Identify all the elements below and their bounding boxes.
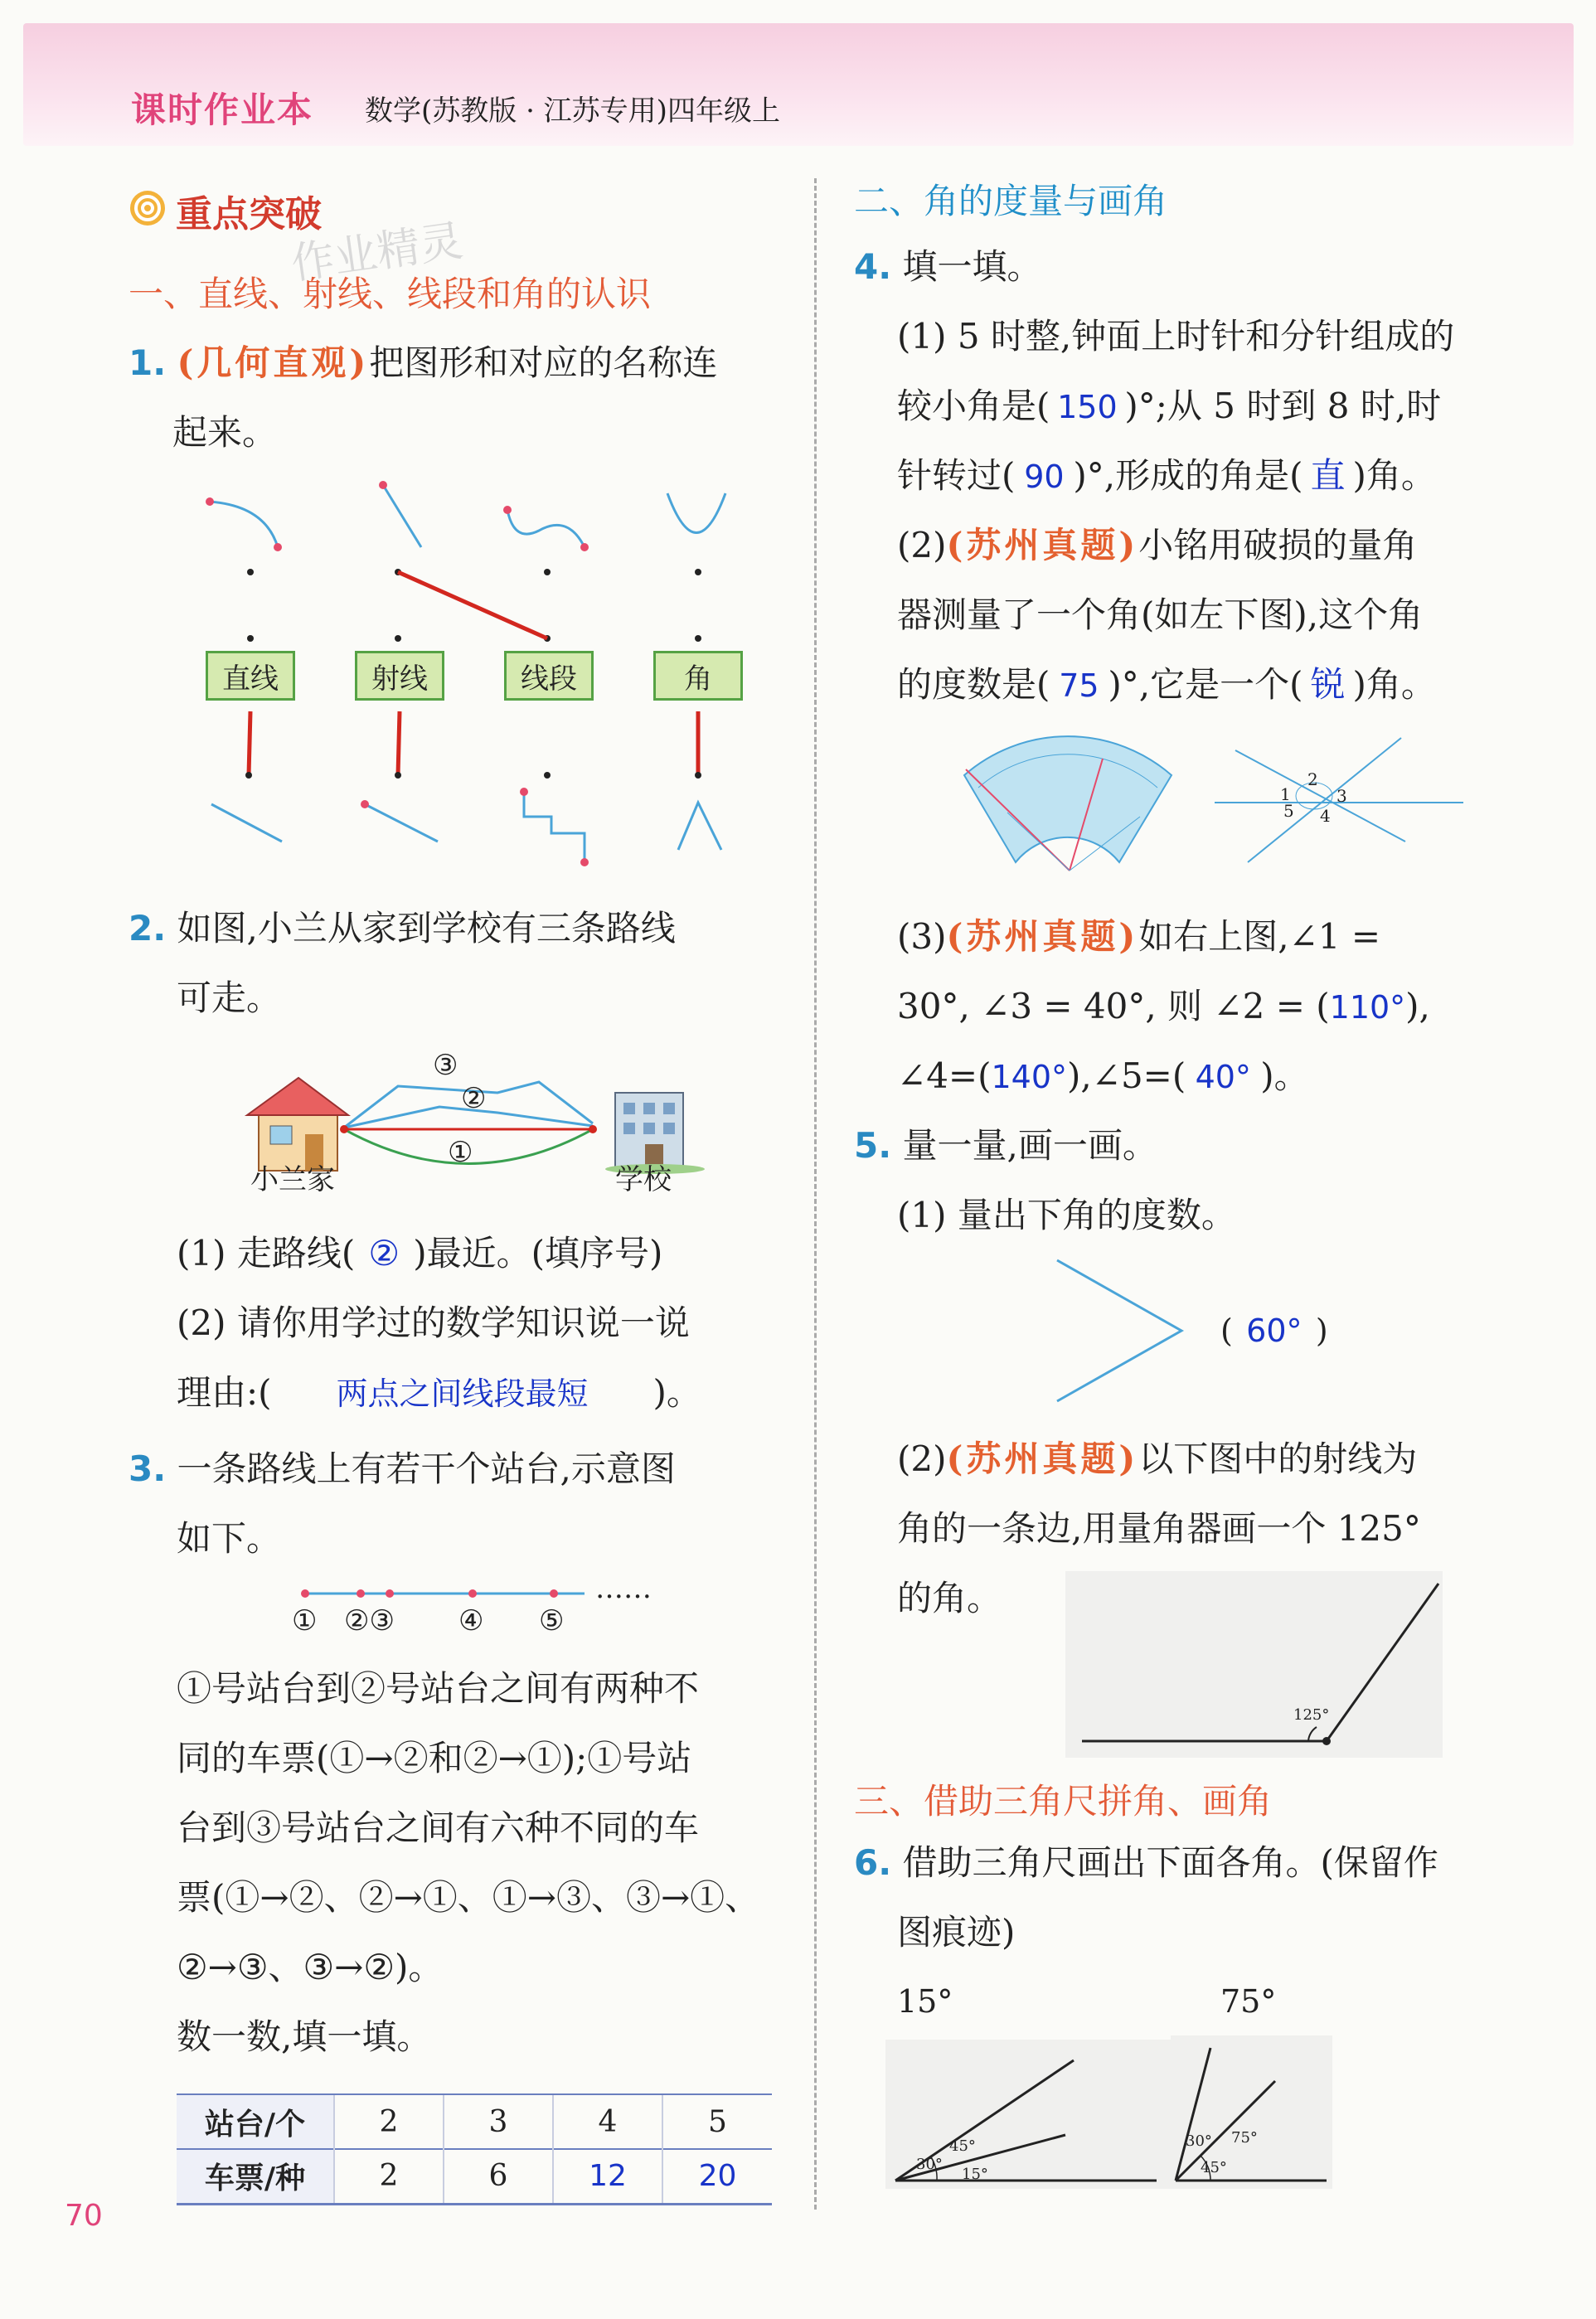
q4-s3-text2: 30°, ∠3 = 40°, 则 ∠2 = ( [897, 986, 1330, 1026]
station-label-4: ④ [458, 1604, 484, 1637]
q4-s2-line2: 器测量了一个角(如左下图),这个角 [897, 594, 1424, 635]
q4-s3-tag: (苏州真题) [946, 916, 1139, 957]
table-cell: 6 [444, 2149, 553, 2204]
q5-s1-paren-close: ) [1315, 1312, 1328, 1349]
q4-s3-answer3: 40° [1195, 1059, 1251, 1095]
section-title: 重点突破 [176, 193, 322, 235]
q2-sub1-text: (1) 走路线( [177, 1233, 356, 1274]
station-label-1: ① [292, 1604, 318, 1637]
part2-title: 二、角的度量与画角 [854, 181, 1168, 221]
q5-fig-label: 125° [1293, 1706, 1330, 1724]
q4-s3-text5: ),∠5=( [1067, 1055, 1186, 1096]
table-cell: 5 [662, 2094, 772, 2149]
q4-s2-text2: 的度数是( [897, 664, 1050, 705]
station-dots: …… [595, 1572, 652, 1605]
q4-s1-text4: )°,形成的角是( [1073, 455, 1303, 496]
q1-tag: (几何直观) [177, 342, 370, 383]
q4-number: 4. [854, 246, 892, 287]
q4-s2-answer2: 锐 [1310, 664, 1346, 705]
q6-a-30: 30° [916, 2156, 943, 2173]
q3-number: 3. [129, 1448, 167, 1489]
station-label-23: ②③ [344, 1604, 395, 1637]
q6-line2: 图痕迹) [897, 1912, 1016, 1953]
q6-a-15: 15° [962, 2166, 988, 2183]
q1-box-line[interactable]: 直线 [206, 651, 295, 701]
q4-text: 填一填。 [902, 246, 1042, 287]
q6-text: 借助三角尺画出下面各角。(保留作 [902, 1842, 1438, 1883]
q2-sub2-line1: (2) 请你用学过的数学知识说一说 [177, 1303, 690, 1343]
q3-para-3: 台到③号站台之间有六种不同的车 [177, 1807, 700, 1848]
q4-s1-answer1: 150 [1057, 389, 1118, 425]
q5-number: 5. [854, 1125, 892, 1166]
q4-s3-text6: )。 [1260, 1055, 1309, 1096]
angle-label-3: 3 [1336, 786, 1347, 806]
q6-b-45: 45° [1201, 2159, 1227, 2176]
q3-para-2: 同的车票(①→②和②→①);①号站 [177, 1738, 692, 1778]
q6-number: 6. [854, 1842, 892, 1883]
q6-a-45: 45° [949, 2137, 976, 2155]
q4-s1-line1: (1) 5 时整,钟面上时针和分针组成的 [897, 316, 1455, 357]
table-cell: 3 [444, 2094, 553, 2149]
table-answer-cell: 20 [662, 2149, 772, 2204]
q5-s1-answer: 60° [1246, 1312, 1303, 1349]
q4-s1-answer3: 直 [1310, 455, 1346, 496]
q1-number: 1. [129, 342, 167, 383]
q4-s2-answer1: 75 [1059, 667, 1099, 704]
station-label-5: ⑤ [539, 1604, 565, 1637]
q2-number: 2. [129, 908, 167, 948]
angle-label-1: 1 [1280, 784, 1291, 804]
school-label: 学校 [615, 1163, 672, 1196]
q6-label-15: 15° [897, 1983, 953, 2020]
route-label-1: ① [448, 1136, 473, 1169]
q4-s3-label: (3) [897, 916, 947, 957]
q5-s1: (1) 量出下角的度数。 [897, 1195, 1236, 1235]
q4-s3-text4: ∠4=( [897, 1055, 992, 1096]
q1-text: 把图形和对应的名称连 [369, 342, 718, 383]
q5-text: 量一量,画一画。 [902, 1125, 1157, 1166]
angle-label-5: 5 [1283, 801, 1294, 821]
q4-s2-text4: )角。 [1352, 664, 1436, 705]
watermark: 作业精灵 [288, 216, 466, 290]
q4-s1-text: 较小角是( [897, 386, 1050, 426]
q5-s2-line2: 角的一条边,用量角器画一个 125° [897, 1508, 1421, 1549]
q6-b-75: 75° [1231, 2129, 1258, 2147]
table-cell: 2 [334, 2094, 444, 2149]
q4-s3-text: 如右上图,∠1 = [1138, 916, 1381, 957]
q1-box-angle[interactable]: 角 [653, 651, 743, 701]
q4-s1-text5: )角。 [1352, 455, 1436, 496]
q2-line2: 可走。 [177, 978, 282, 1018]
part1-title: 一、直线、射线、线段和角的认识 [129, 274, 652, 314]
home-label: 小兰家 [250, 1163, 335, 1196]
q4-s1-text2: )°;从 5 时到 8 时,时 [1124, 386, 1442, 426]
q4-s3-answer1: 110° [1329, 989, 1406, 1026]
subject-title: 数学(苏教版 · 江苏专用)四年级上 [365, 95, 780, 128]
q2-sub2-answer: 两点之间线段最短 [336, 1375, 589, 1412]
q2-text: 如图,小兰从家到学校有三条路线 [177, 908, 676, 948]
table-answer-cell: 12 [553, 2149, 662, 2204]
route-label-2: ② [461, 1082, 487, 1115]
q3-para-6: 数一数,填一填。 [177, 2016, 432, 2057]
table-row-label: 站台/个 [177, 2094, 334, 2149]
q4-s3-text3: ), [1405, 986, 1430, 1026]
q4-s1-answer2: 90 [1024, 458, 1065, 495]
q2-sub1-answer: ② [368, 1233, 400, 1274]
q2-sub2-text-end: )。 [652, 1372, 701, 1413]
q5-s2-tag: (苏州真题) [946, 1438, 1139, 1479]
q3-text: 一条路线上有若干个站台,示意图 [177, 1448, 676, 1489]
q4-s1-text3: 针转过( [897, 455, 1016, 496]
q4-s2-label: (2) [897, 525, 947, 565]
q4-s2-tag: (苏州真题) [946, 525, 1139, 565]
q6-b-30: 30° [1186, 2132, 1212, 2150]
q5-s2-line3: 的角。 [897, 1578, 1002, 1618]
brand-title: 课时作业本 [131, 90, 314, 130]
table-cell: 4 [553, 2094, 662, 2149]
q3-para-1: ①号站台到②号站台之间有两种不 [177, 1668, 700, 1709]
q1-line2: 起来。 [172, 412, 278, 453]
q2-sub2-text: 理由:( [177, 1372, 272, 1413]
table-cell: 2 [334, 2149, 444, 2204]
q4-s2-text3: )°,它是一个( [1108, 664, 1303, 705]
q4-s3-answer2: 140° [991, 1059, 1068, 1095]
q4-s2-text: 小铭用破损的量角 [1138, 525, 1418, 565]
q3-line2: 如下。 [177, 1518, 282, 1559]
q5-s2-label: (2) [897, 1438, 947, 1479]
q3-para-4: 票(①→②、②→①、①→③、③→①、 [177, 1877, 760, 1918]
angle-label-2: 2 [1307, 769, 1318, 789]
q5-s1-paren-open: ( [1220, 1312, 1233, 1349]
q1-box-segment[interactable]: 线段 [504, 651, 594, 701]
page-number: 70 [65, 2199, 103, 2233]
q3-para-5: ②→③、③→②)。 [177, 1947, 444, 1987]
part3-title: 三、借助三角尺拼角、画角 [854, 1781, 1273, 1822]
angle-label-4: 4 [1320, 806, 1331, 826]
q6-label-75: 75° [1220, 1983, 1277, 2020]
q5-s2-text: 以下图中的射线为 [1138, 1438, 1418, 1479]
q1-box-ray[interactable]: 射线 [355, 651, 444, 701]
route-label-3: ③ [433, 1049, 458, 1082]
table-row-label: 车票/种 [177, 2149, 334, 2204]
q2-sub1-text-end: )最近。(填序号) [413, 1233, 663, 1274]
